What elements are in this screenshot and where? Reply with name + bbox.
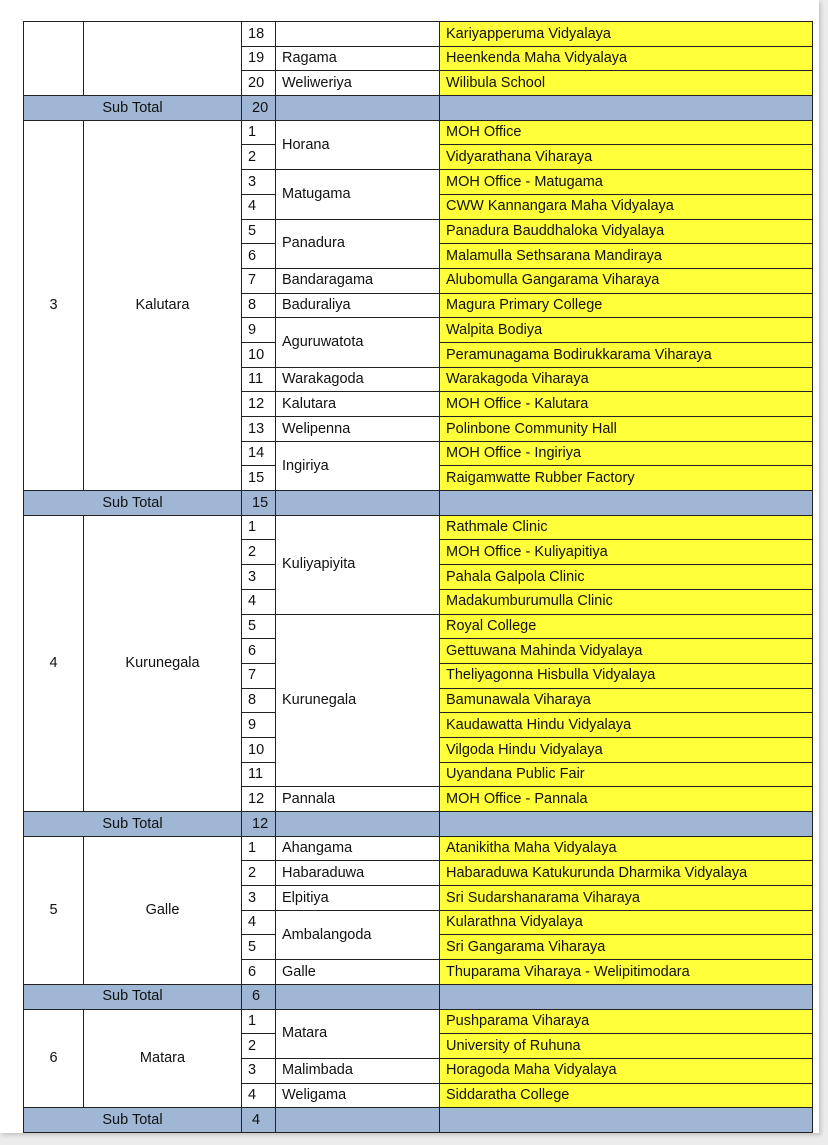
center-location: Theliyagonna Hisbulla Vidyalaya <box>440 663 813 688</box>
row-index: 8 <box>242 688 276 713</box>
center-location: Warakagoda Viharaya <box>440 367 813 392</box>
district-name-cell: Kurunegala <box>84 515 242 811</box>
row-index: 4 <box>242 194 276 219</box>
row-index: 5 <box>242 614 276 639</box>
moh-area: Matugama <box>276 170 440 219</box>
center-location: Uyandana Public Fair <box>440 762 813 787</box>
center-location: Atanikitha Maha Vidyalaya <box>440 836 813 861</box>
row-index: 9 <box>242 713 276 738</box>
district-number-cell: 5 <box>24 836 84 984</box>
center-location: MOH Office - Matugama <box>440 170 813 195</box>
subtotal-value: 4 <box>242 1108 276 1133</box>
row-index: 2 <box>242 861 276 886</box>
moh-area: Warakagoda <box>276 367 440 392</box>
center-location: MOH Office <box>440 120 813 145</box>
subtotal-label: Sub Total <box>24 1108 242 1133</box>
district-number-cell: 3 <box>24 120 84 490</box>
moh-area: Ragama <box>276 46 440 71</box>
moh-area: Weliweriya <box>276 71 440 96</box>
row-index: 15 <box>242 466 276 491</box>
center-location: Pushparama Viharaya <box>440 1009 813 1034</box>
center-location: Malamulla Sethsarana Mandiraya <box>440 244 813 269</box>
row-index: 3 <box>242 886 276 911</box>
row-index: 13 <box>242 417 276 442</box>
row-index: 1 <box>242 836 276 861</box>
moh-area: Panadura <box>276 219 440 268</box>
subtotal-label: Sub Total <box>24 96 242 121</box>
center-location: Sri Gangarama Viharaya <box>440 935 813 960</box>
district-name-cell: Galle <box>84 836 242 984</box>
district-name-cell: Matara <box>84 1009 242 1108</box>
center-location: Alubomulla Gangarama Viharaya <box>440 268 813 293</box>
moh-area: Kurunegala <box>276 614 440 787</box>
subtotal-label: Sub Total <box>24 491 242 516</box>
row-index: 1 <box>242 120 276 145</box>
moh-area: Habaraduwa <box>276 861 440 886</box>
district-name-cell: Kalutara <box>84 120 242 490</box>
row-index: 18 <box>242 22 276 47</box>
row-index: 19 <box>242 46 276 71</box>
center-location: MOH Office - Ingiriya <box>440 441 813 466</box>
center-location: Madakumburumulla Clinic <box>440 589 813 614</box>
moh-area: Malimbada <box>276 1058 440 1083</box>
center-location: Vidyarathana Viharaya <box>440 145 813 170</box>
center-location: MOH Office - Kalutara <box>440 392 813 417</box>
row-index: 1 <box>242 1009 276 1034</box>
subtotal-label: Sub Total <box>24 984 242 1009</box>
center-location: University of Ruhuna <box>440 1034 813 1059</box>
table-row <box>24 836 813 861</box>
moh-area: Welipenna <box>276 417 440 442</box>
moh-area: Ingiriya <box>276 441 440 490</box>
center-location: MOH Office - Kuliyapitiya <box>440 540 813 565</box>
center-location: Kariyapperuma Vidyalaya <box>440 22 813 47</box>
row-index: 4 <box>242 1083 276 1108</box>
center-location: Vilgoda Hindu Vidyalaya <box>440 737 813 762</box>
row-index: 11 <box>242 762 276 787</box>
moh-area: Weligama <box>276 1083 440 1108</box>
subtotal-row <box>24 984 813 1009</box>
row-index: 2 <box>242 145 276 170</box>
center-location: Siddaratha College <box>440 1083 813 1108</box>
row-index: 5 <box>242 935 276 960</box>
district-name-cell <box>84 22 242 96</box>
center-location: Polinbone Community Hall <box>440 417 813 442</box>
moh-area: Galle <box>276 960 440 985</box>
table-row <box>24 22 813 47</box>
row-index: 10 <box>242 737 276 762</box>
moh-area: Kalutara <box>276 392 440 417</box>
subtotal-value: 15 <box>242 491 276 516</box>
center-location: Gettuwana Mahinda Vidyalaya <box>440 639 813 664</box>
row-index: 2 <box>242 1034 276 1059</box>
district-number-cell <box>24 22 84 96</box>
district-number-cell: 6 <box>24 1009 84 1108</box>
center-location: Kaudawatta Hindu Vidyalaya <box>440 713 813 738</box>
center-location: MOH Office - Pannala <box>440 787 813 812</box>
center-location: Horagoda Maha Vidyalaya <box>440 1058 813 1083</box>
subtotal-label: Sub Total <box>24 812 242 837</box>
row-index: 7 <box>242 268 276 293</box>
row-index: 4 <box>242 589 276 614</box>
moh-area: Pannala <box>276 787 440 812</box>
moh-area: Baduraliya <box>276 293 440 318</box>
center-location: Habaraduwa Katukurunda Dharmika Vidyalaya <box>440 861 813 886</box>
row-index: 7 <box>242 663 276 688</box>
moh-area: Ahangama <box>276 836 440 861</box>
subtotal-row <box>24 812 813 837</box>
moh-area: Ambalangoda <box>276 910 440 959</box>
row-index: 1 <box>242 515 276 540</box>
row-index: 5 <box>242 219 276 244</box>
subtotal-value: 20 <box>242 96 276 121</box>
row-index: 11 <box>242 367 276 392</box>
subtotal-row <box>24 96 813 121</box>
subtotal-row <box>24 491 813 516</box>
moh-area <box>276 22 440 47</box>
vaccination-centers-table <box>23 21 813 1133</box>
row-index: 8 <box>242 293 276 318</box>
center-location: CWW Kannangara Maha Vidyalaya <box>440 194 813 219</box>
row-index: 6 <box>242 244 276 269</box>
row-index: 6 <box>242 960 276 985</box>
moh-area: Horana <box>276 120 440 169</box>
row-index: 3 <box>242 170 276 195</box>
center-location: Thuparama Viharaya - Welipitimodara <box>440 960 813 985</box>
table-row <box>24 120 813 145</box>
center-location: Bamunawala Viharaya <box>440 688 813 713</box>
moh-area: Bandaragama <box>276 268 440 293</box>
row-index: 2 <box>242 540 276 565</box>
center-location: Panadura Bauddhaloka Vidyalaya <box>440 219 813 244</box>
center-location: Magura Primary College <box>440 293 813 318</box>
center-location: Sri Sudarshanarama Viharaya <box>440 886 813 911</box>
moh-area: Kuliyapiyita <box>276 515 440 614</box>
center-location: Royal College <box>440 614 813 639</box>
subtotal-row <box>24 1108 813 1133</box>
table-row <box>24 1009 813 1034</box>
center-location: Rathmale Clinic <box>440 515 813 540</box>
moh-area: Elpitiya <box>276 886 440 911</box>
center-location: Kularathna Vidyalaya <box>440 910 813 935</box>
subtotal-value: 12 <box>242 812 276 837</box>
center-location: Walpita Bodiya <box>440 318 813 343</box>
table-row <box>24 515 813 540</box>
center-location: Heenkenda Maha Vidyalaya <box>440 46 813 71</box>
row-index: 14 <box>242 441 276 466</box>
row-index: 4 <box>242 910 276 935</box>
center-location: Wilibula School <box>440 71 813 96</box>
row-index: 12 <box>242 392 276 417</box>
row-index: 9 <box>242 318 276 343</box>
moh-area: Matara <box>276 1009 440 1058</box>
row-index: 3 <box>242 565 276 590</box>
moh-area: Aguruwatota <box>276 318 440 367</box>
subtotal-value: 6 <box>242 984 276 1009</box>
row-index: 3 <box>242 1058 276 1083</box>
row-index: 6 <box>242 639 276 664</box>
district-number-cell: 4 <box>24 515 84 811</box>
center-location: Pahala Galpola Clinic <box>440 565 813 590</box>
row-index: 20 <box>242 71 276 96</box>
center-location: Raigamwatte Rubber Factory <box>440 466 813 491</box>
row-index: 12 <box>242 787 276 812</box>
center-location: Peramunagama Bodirukkarama Viharaya <box>440 342 813 367</box>
row-index: 10 <box>242 342 276 367</box>
